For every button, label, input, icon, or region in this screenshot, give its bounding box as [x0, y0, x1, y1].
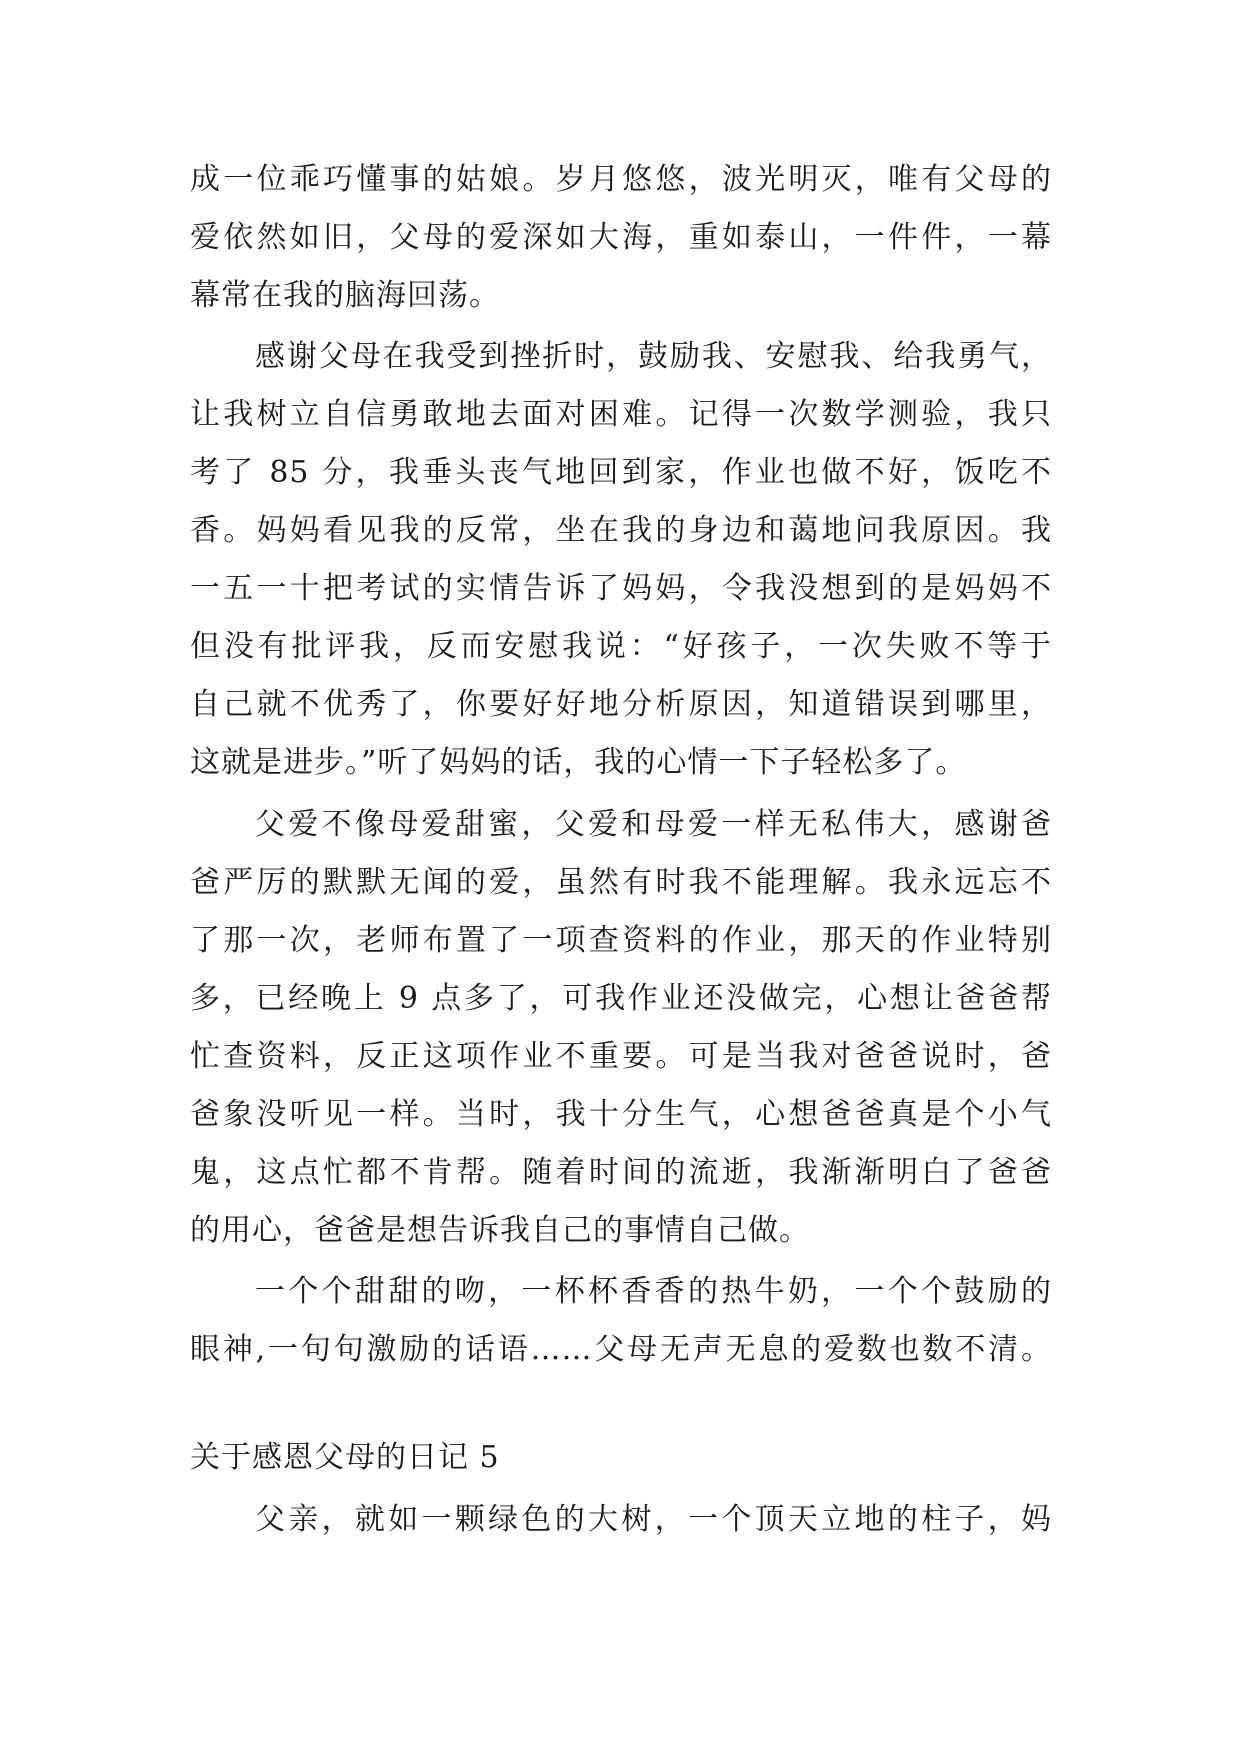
text-line: 成一位乖巧懂事的姑娘。岁月悠悠，波光明灭，唯有父母的 — [190, 162, 1052, 197]
text-line: 爱依然如旧，父母的爱深如大海，重如泰山，一件件，一幕 — [190, 220, 1052, 255]
text-line: 一五一十把考试的实情告诉了妈妈，令我没想到的是妈妈不 — [190, 571, 1052, 606]
text-line: 幕常在我的脑海回荡。 — [190, 278, 500, 313]
text-line: 忙查资料，反正这项作业不重要。可是当我对爸爸说时，爸 — [190, 1039, 1052, 1074]
text-line: 让我树立自信勇敢地去面对困难。记得一次数学测验，我只 — [190, 397, 1052, 432]
text-line: 自己就不优秀了，你要好好地分析原因，知道错误到哪里， — [190, 687, 1052, 722]
text-line: 但没有批评我，反而安慰我说：“好孩子，一次失败不等于 — [190, 629, 1052, 664]
text-line: 父爱不像母爱甜蜜，父爱和母爱一样无私伟大，感谢爸 — [255, 807, 1052, 842]
text-line: 多，已经晚上 9 点多了，可我作业还没做完，心想让爸爸帮 — [190, 981, 1052, 1016]
text-line: 鬼，这点忙都不肯帮。随着时间的流逝，我渐渐明白了爸爸 — [190, 1155, 1052, 1190]
text-line: 考了 85 分，我垂头丧气地回到家，作业也做不好，饭吃不 — [190, 455, 1052, 490]
text-line: 感谢父母在我受到挫折时，鼓励我、安慰我、给我勇气， — [255, 339, 1052, 374]
text-line: 一个个甜甜的吻，一杯杯香香的热牛奶，一个个鼓励的 — [255, 1274, 1052, 1309]
text-line: 的用心，爸爸是想告诉我自己的事情自己做。 — [190, 1213, 810, 1248]
section-heading: 关于感恩父母的日记 5 — [190, 1440, 500, 1475]
text-line: 爸象没听见一样。当时，我十分生气，心想爸爸真是个小气 — [190, 1097, 1052, 1132]
text-line: 香。妈妈看见我的反常，坐在我的身边和蔼地问我原因。我 — [190, 513, 1052, 548]
text-line: 父亲，就如一颗绿色的大树，一个顶天立地的柱子，妈 — [255, 1502, 1052, 1537]
text-line: 这就是进步。”听了妈妈的话，我的心情一下子轻松多了。 — [190, 745, 967, 780]
text-line: 了那一次，老师布置了一项查资料的作业，那天的作业特别 — [190, 923, 1052, 958]
text-line: 爸严厉的默默无闻的爱，虽然有时我不能理解。我永远忘不 — [190, 865, 1052, 900]
text-line: 眼神,一句句激励的话语……父母无声无息的爱数也数不清。 — [190, 1332, 1052, 1367]
